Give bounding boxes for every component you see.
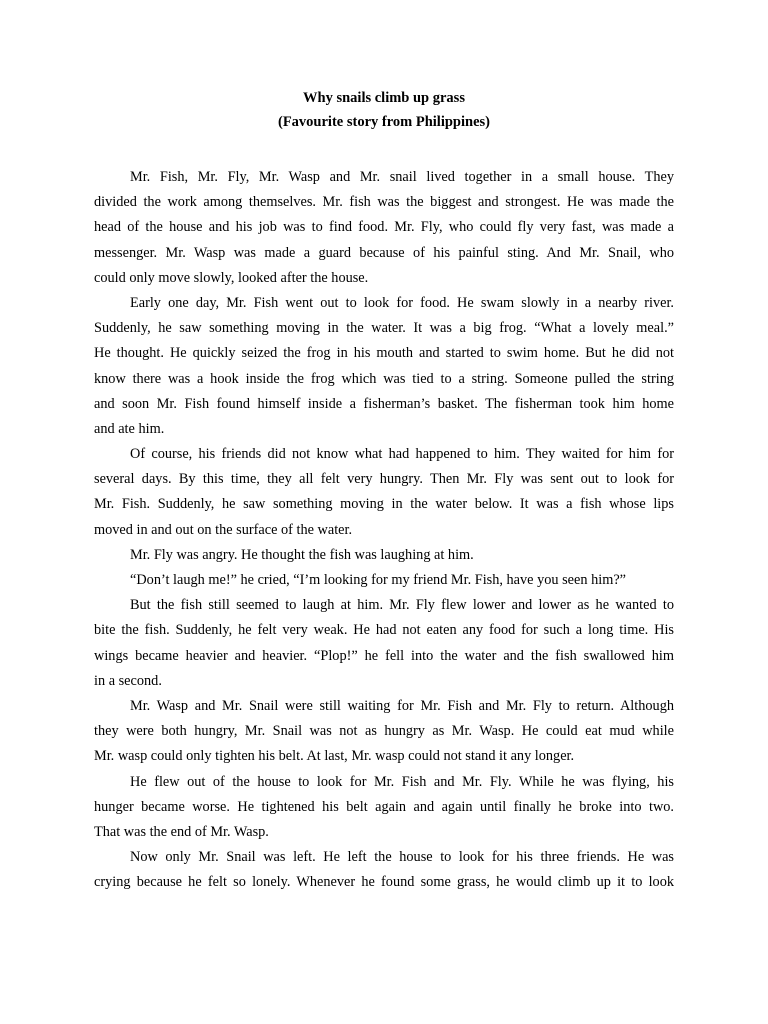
text-line: He thought. He quickly seized the frog in his mouth and started to swim home. But he did not (94, 345, 674, 362)
text-line: messenger. Mr. Wasp was made a guard because of his painful sting. And Mr. Snail, who (94, 244, 674, 261)
text-line: and soon Mr. Fish found himself inside a fisherman’s basket. The fisherman took him home (94, 395, 674, 412)
text-line: Mr. Fly was angry. He thought the fish was laughing at him. (130, 546, 474, 563)
text-line: wings became heavier and heavier. “Plop!” he fell into the water and the fish swallowed him (94, 647, 674, 664)
story-body (94, 165, 674, 895)
text-line: crying because he felt so lonely. Whenever he found some grass, he would climb up it to look (94, 874, 674, 891)
document-subtitle: (Favourite story from Philippines) (278, 114, 490, 130)
text-line: head of the house and his job was to find food. Mr. Fly, who could fly very fast, was made a (94, 219, 674, 236)
text-line: and ate him. (94, 420, 165, 437)
text-line: Mr. Wasp and Mr. Snail were still waiting for Mr. Fish and Mr. Fly to return. Although (130, 697, 674, 714)
text-line: Of course, his friends did not know what had happened to him. They waited for him for (130, 446, 674, 463)
text-line: Mr. Fish. Suddenly, he saw something moving in the water below. It was a fish whose lips (94, 496, 674, 513)
text-line: several days. By this time, they all felt very hungry. Then Mr. Fly was sent out to look for (94, 471, 674, 488)
text-line: “Don’t laugh me!” he cried, “I’m looking for my friend Mr. Fish, have you seen him?” (130, 572, 627, 588)
document-title: Why snails climb up grass (303, 90, 465, 106)
text-line: moved in and out on the surface of the water. (94, 521, 353, 538)
text-line: Suddenly, he saw something moving in the water. It was a big frog. “What a lovely meal.” (94, 320, 674, 337)
text-line: hunger became worse. He tightened his belt again and again until finally he broke into two. (94, 798, 674, 815)
text-line: That was the end of Mr. Wasp. (94, 823, 269, 840)
text-line: divided the work among themselves. Mr. fish was the biggest and strongest. He was made the (94, 194, 674, 211)
text-line: could only move slowly, looked after the house. (94, 269, 369, 286)
text-line: bite the fish. Suddenly, he felt very weak. He had not eaten any food for such a long time. His (94, 622, 674, 639)
text-line: in a second. (94, 672, 162, 689)
text-line: they were both hungry, Mr. Snail was not as hungry as Mr. Wasp. He could eat mud while (94, 723, 674, 740)
text-line: Now only Mr. Snail was left. He left the house to look for his three friends. He was (130, 849, 674, 866)
text-line: But the fish still seemed to laugh at him. Mr. Fly flew lower and lower as he wanted to (130, 597, 674, 614)
text-line: Mr. Fish, Mr. Fly, Mr. Wasp and Mr. snail lived together in a small house. They (130, 169, 674, 185)
text-line: Early one day, Mr. Fish went out to look for food. He swam slowly in a nearby river. (130, 294, 674, 311)
text-line: Mr. wasp could only tighten his belt. At last, Mr. wasp could not stand it any longer. (94, 748, 575, 765)
title-block (0, 86, 768, 134)
text-line: He flew out of the house to look for Mr. Fish and Mr. Fly. While he was flying, his (130, 773, 674, 790)
text-line: know there was a hook inside the frog which was tied to a string. Someone pulled the string (94, 370, 674, 387)
